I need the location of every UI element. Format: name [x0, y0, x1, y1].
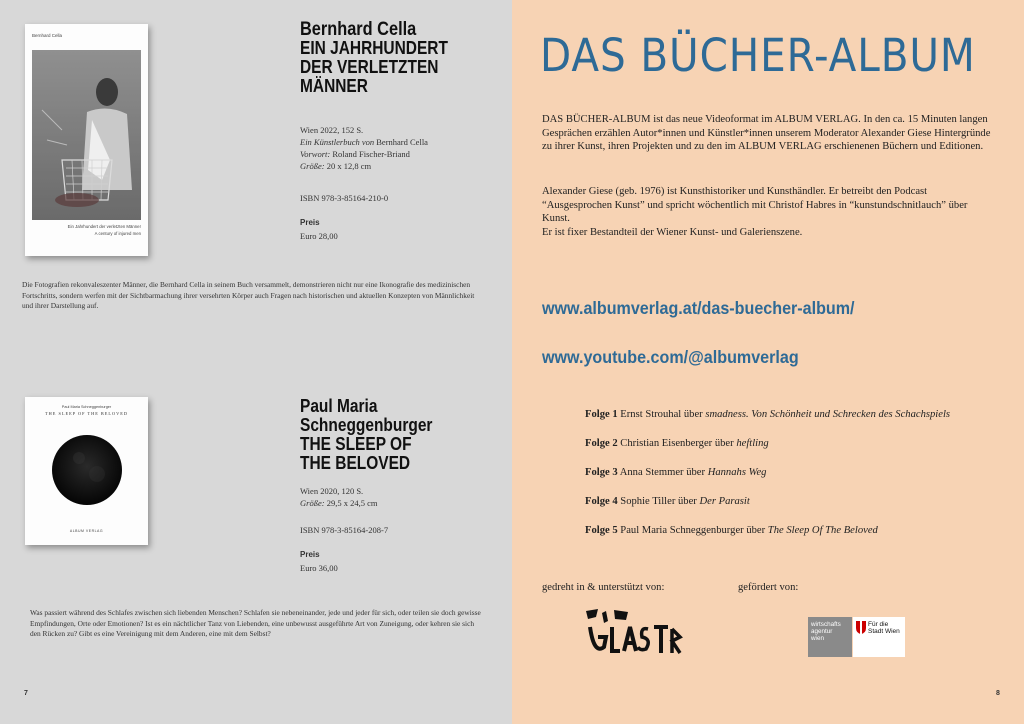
book1-pub: Wien 2022, 152 S. [300, 125, 364, 135]
book2-pub: Wien 2020, 120 S. [300, 486, 364, 496]
episode-2-label: Folge 2 [585, 438, 618, 449]
book1-author: Bernhard Cella [300, 19, 417, 40]
episode-2 [585, 438, 769, 449]
cover2-title: THE SLEEP OF THE BELOVED [45, 411, 128, 416]
link-youtube[interactable]: www.youtube.com/@albumverlag [542, 347, 799, 367]
episode-3-label: Folge 3 [585, 467, 618, 478]
wirtschaftsagentur-logo [808, 617, 852, 657]
glasfabrik-logo [584, 607, 684, 659]
book2-size-value: 29,5 x 24,5 cm [324, 498, 378, 508]
episode-4-person: Sophie Tiller über [617, 496, 700, 507]
book1-size-value: 20 x 12,8 cm [324, 161, 372, 171]
episode-2-person: Christian Eisenberger über [617, 438, 737, 449]
episode-4-work: Der Parasit [699, 496, 750, 507]
cover2-moon [51, 434, 123, 506]
bio-text [542, 185, 997, 239]
cover2-author: Paul Maria Schneggenburger [61, 405, 112, 409]
bio-line: Alexander Giese (geb. 1976) ist Kunsthistoriker und Kunsthändler. Er betreibt den Podcast “Ausgesprochen Kunst” und spricht wöchentlich mit Christof Habres in “kunstundschnitlauch” über Kunst. [542, 186, 968, 225]
cover2-publisher: ALBUM VERLAG [69, 529, 104, 533]
episode-3 [585, 467, 766, 478]
cover-caption-en: A century of injured men [94, 231, 141, 236]
episode-2-work: heftling [736, 438, 769, 449]
book1-foreword-label: Vorwort: [300, 149, 331, 159]
glasfabrik-logo-mark [584, 607, 684, 659]
episode-1-work: smadness. Von Schönheit und Schrecken des Schachspiels [705, 409, 951, 420]
book1-size-label: Größe: [300, 161, 325, 171]
episode-4-label: Folge 4 [585, 496, 618, 507]
book2-size [300, 497, 500, 509]
book1-title-line-2: DER VERLETZTEN [300, 57, 439, 77]
page-number-right: 8 [996, 690, 1000, 697]
book1-foreword-value: Roland Fischer-Briand [330, 149, 410, 159]
book1-kind [300, 136, 500, 148]
episode-4 [585, 496, 750, 507]
episode-3-person: Anna Stemmer über [617, 467, 708, 478]
album-title: DAS BÜCHER-ALBUM [540, 29, 976, 82]
book1-title-line-1: EIN JAHRHUNDERT [300, 38, 448, 58]
book1-title-line-3: MÄNNER [300, 76, 368, 96]
book2-description: Was passiert während des Schlafes zwischen sich liebenden Menschen? Schlafen sie nebeneinander, jede und jeder für sich, oder teilen sie doch gewisse Empfindungen, Orte oder Emotionen? Ist es ein nächtlicher Tanz von Liebenden, eine unbewusst ausgeführte Art von Zuneigung, oder kehren sie sich den Rücken zu? Gibt es eine Vereinigung mit dem Anderen, eine mit dem Selbst? [30, 608, 481, 638]
glasfabrik-logo-text [584, 661, 592, 662]
episode-5-label: Folge 5 [585, 525, 618, 536]
stadt-wien-logo [853, 617, 905, 657]
book2-price-label: Preis [300, 550, 320, 559]
book2-title [300, 397, 432, 473]
book2-size-label: Größe: [300, 498, 325, 508]
book1-kind-value: Bernhard Cella [374, 137, 428, 147]
wa-line-3: wien [811, 635, 824, 642]
episode-5 [585, 525, 878, 536]
book2-price: Euro 36,00 [300, 563, 338, 573]
book1-meta [300, 124, 500, 172]
right-page [512, 0, 1024, 724]
bio-line-2: Er ist fixer Bestandteil der Wiener Kunst- und Galerienszene. [542, 226, 803, 238]
link-albumverlag[interactable]: www.albumverlag.at/das-buecher-album/ [542, 298, 855, 318]
book2-title-line-2: Schneggenburger [300, 415, 433, 435]
book2-title-line-3: THE SLEEP OF [300, 434, 412, 454]
book2-title-line-4: THE BELOVED [300, 453, 411, 473]
cover-author: Bernhard Cella [32, 33, 63, 38]
episode-1-label: Folge 1 [585, 409, 618, 420]
episode-1-person: Ernst Strouhal über [617, 409, 706, 420]
book-cover-cella [25, 24, 148, 256]
book1-kind-label: Ein Künstlerbuch von [300, 137, 375, 147]
page-number-left: 7 [24, 690, 28, 697]
book-cover-schneggenburger [25, 397, 148, 545]
book1-size [300, 160, 500, 172]
book1-description: Die Fotografien rekonvaleszenter Männer, die Bernhard Cella in seinem Buch versammelt, demonstrieren nicht nur eine Ikonografie des medizinischen Fortschritts, sondern werfen mit der Sichtbarmachung ihrer versehrten Körper auch Fragen nach historischen und aktuellen Konzepten von Männlichkeit und ihrer Darstellung auf. [22, 280, 475, 310]
episode-3-work: Hannahs Weg [707, 467, 767, 478]
book1-foreword [300, 148, 500, 160]
book1-title [300, 20, 448, 96]
stadt-wien-line-2: Stadt Wien [868, 628, 900, 635]
book1-isbn: ISBN 978-3-85164-210-0 [300, 193, 389, 203]
cover-photo [32, 50, 141, 220]
book1-price: Euro 28,00 [300, 231, 338, 241]
stadt-wien-line-1: Für die [868, 621, 889, 628]
support-label: gedreht in & unterstützt von: [542, 582, 665, 593]
episode-1 [585, 409, 950, 420]
funded-label: gefördert von: [738, 582, 799, 593]
book2-meta [300, 485, 500, 509]
book1-price-label: Preis [300, 218, 320, 227]
episode-5-work: The Sleep Of The Beloved [767, 525, 878, 536]
intro-text: DAS BÜCHER-ALBUM ist das neue Videoformat im ALBUM VERLAG. In den ca. 15 Minuten langen Gesprächen erzählen Autor*innen und Künstler*innen unserem Moderator Alexander Giese Hintergründe zu ihrer Kunst, ihren Projekten und zu den im ALBUM VERLAG erschienenen Büchern und Editionen. [542, 114, 991, 153]
book2-isbn: ISBN 978-3-85164-208-7 [300, 525, 389, 535]
episode-5-person: Paul Maria Schneggenburger über [617, 525, 768, 536]
wien-crest-icon [856, 621, 866, 634]
book2-title-line-1: Paul Maria [300, 396, 378, 416]
wa-line-2: agentur [811, 628, 833, 635]
cover-caption-de: Ein Jahrhundert der verletzten Männer [67, 224, 141, 229]
wa-line-1: wirtschafts [811, 621, 841, 628]
